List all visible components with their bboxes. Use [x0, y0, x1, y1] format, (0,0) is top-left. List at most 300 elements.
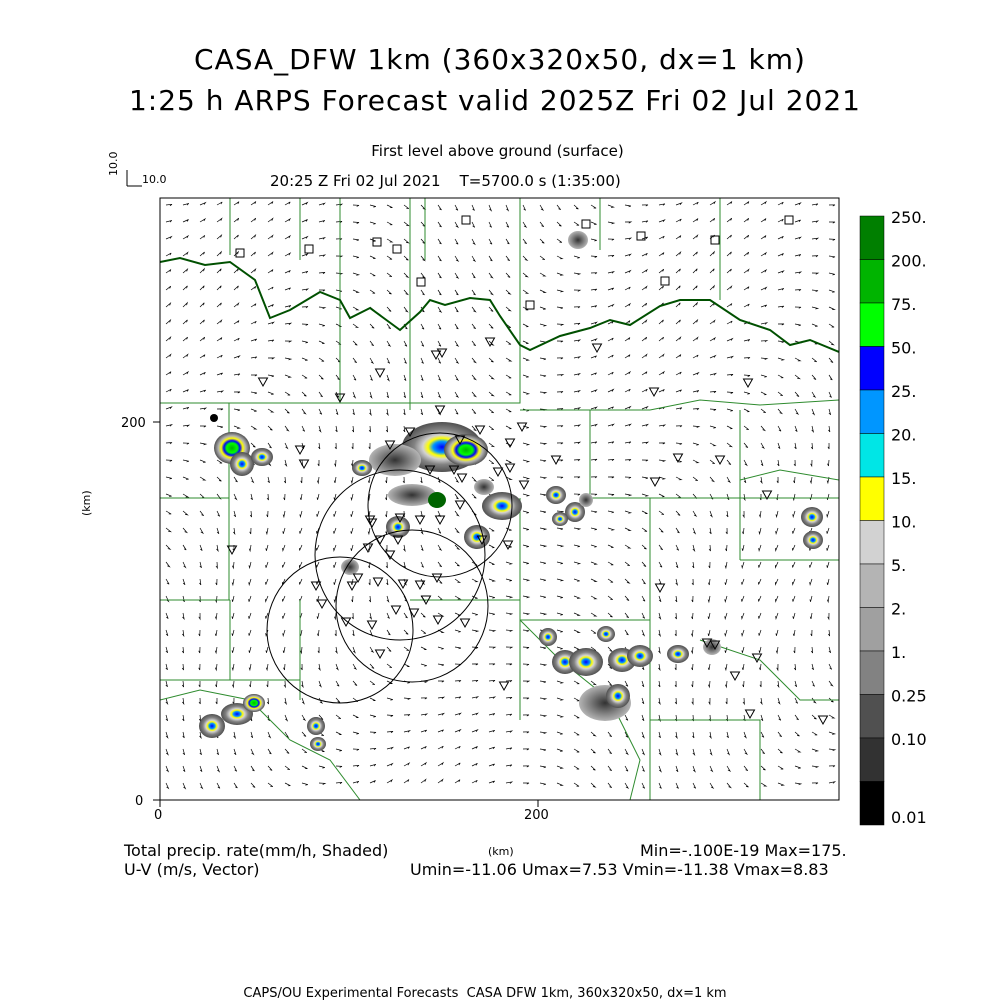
wind-vector — [659, 320, 663, 324]
wind-vector — [166, 783, 169, 788]
wind-vector — [523, 222, 526, 227]
wind-vector — [336, 782, 342, 784]
wind-vector — [182, 681, 184, 687]
wind-vector — [608, 477, 614, 478]
wind-vector — [812, 375, 816, 380]
wind-vector — [232, 613, 234, 619]
wind-vector — [591, 630, 596, 633]
wind-vector — [608, 494, 614, 496]
legend-swatch — [860, 608, 884, 652]
wind-vector — [334, 511, 336, 517]
wind-vector — [166, 372, 171, 375]
wind-vector — [353, 715, 358, 718]
wind-vector — [404, 273, 408, 277]
wind-vector — [523, 715, 529, 716]
wind-vector — [183, 320, 187, 324]
wind-vector — [336, 375, 340, 380]
wind-vector — [251, 375, 257, 376]
wind-vector — [285, 715, 287, 721]
wind-vector — [234, 494, 237, 499]
wind-vector — [676, 203, 682, 205]
wind-vector — [625, 511, 631, 513]
wind-vector — [591, 596, 596, 599]
wind-vector — [234, 511, 236, 517]
wind-vector — [557, 392, 563, 393]
wind-vector — [199, 596, 200, 602]
wind-vector — [625, 205, 631, 207]
wind-vector — [285, 392, 290, 395]
wind-vector — [761, 426, 765, 431]
wind-vector — [404, 409, 406, 415]
wind-vector — [642, 303, 647, 307]
wind-vector — [200, 320, 204, 324]
wind-vector — [625, 222, 631, 223]
station-triangle — [593, 344, 602, 352]
wind-vector — [557, 579, 563, 581]
wind-vector — [166, 664, 168, 670]
wind-vector — [625, 766, 628, 771]
wind-vector — [506, 630, 512, 632]
wind-vector — [404, 205, 409, 209]
wind-vector — [811, 630, 812, 636]
wind-vector — [353, 732, 359, 734]
wind-vector — [540, 715, 546, 717]
wind-vector — [557, 358, 563, 359]
wind-vector — [557, 528, 563, 530]
wind-vector — [693, 337, 698, 341]
wind-vector — [370, 341, 374, 346]
wind-vector — [421, 324, 424, 329]
wind-vector — [523, 545, 529, 547]
wind-vector — [692, 681, 693, 687]
legend-swatch — [860, 390, 884, 434]
wind-vector — [387, 579, 389, 585]
wind-vector — [778, 324, 784, 325]
wind-vector — [489, 358, 494, 362]
wind-vector — [761, 392, 766, 395]
wind-vector — [540, 647, 546, 649]
wind-vector — [370, 732, 376, 733]
wind-vector — [608, 562, 613, 565]
wind-vector — [438, 290, 441, 295]
wind-vector — [523, 749, 529, 750]
wind-vector — [557, 613, 563, 615]
wind-vector — [608, 321, 613, 324]
wind-vector — [438, 222, 442, 227]
wind-vector — [421, 613, 425, 617]
wind-vector — [761, 202, 766, 205]
wind-vector — [744, 749, 747, 754]
wind-vector — [489, 747, 495, 749]
wind-vector — [557, 205, 561, 210]
wind-vector — [758, 579, 761, 585]
wind-vector — [285, 783, 290, 786]
wind-vector — [523, 681, 529, 682]
wind-vector — [795, 324, 801, 326]
wind-vector — [249, 630, 251, 636]
wind-vector — [472, 392, 476, 397]
wind-vector — [692, 562, 694, 568]
wind-vector — [710, 320, 715, 324]
wind-vector — [642, 630, 644, 636]
wind-vector — [183, 269, 188, 273]
wind-vector — [301, 477, 302, 483]
wind-vector — [299, 579, 302, 585]
wind-vector — [403, 477, 404, 483]
wind-vector — [727, 443, 732, 447]
wind-vector — [268, 443, 272, 448]
wind-vector — [625, 254, 631, 256]
wind-vector — [251, 732, 253, 738]
wind-vector — [659, 732, 661, 738]
wind-vector — [183, 545, 186, 550]
wind-vector — [727, 477, 730, 482]
wind-vector — [200, 337, 205, 341]
wind-vector — [489, 697, 495, 699]
wind-vector — [625, 783, 628, 788]
wind-vector — [778, 460, 780, 466]
wind-vector — [659, 613, 661, 619]
wind-vector — [506, 613, 512, 615]
wind-vector — [183, 579, 185, 585]
legend-level-label: 0.25 — [891, 686, 927, 706]
wind-vector — [351, 477, 353, 483]
wind-vector — [625, 562, 630, 566]
wind-vector — [693, 749, 695, 755]
wind-vector — [523, 239, 527, 244]
wind-vector — [676, 390, 682, 392]
wind-vector — [285, 253, 290, 256]
wind-vector — [234, 286, 238, 290]
wind-vector — [523, 358, 529, 361]
wind-vector — [267, 511, 268, 517]
wind-vector — [523, 528, 529, 530]
wind-vector — [455, 375, 458, 380]
wind-vector — [540, 681, 546, 683]
wind-vector — [761, 460, 763, 466]
wind-vector — [199, 664, 200, 670]
wind-vector — [370, 613, 372, 619]
wind-vector — [200, 269, 204, 273]
wind-vector — [217, 766, 219, 772]
wind-vector — [795, 443, 797, 449]
wind-vector — [217, 235, 222, 239]
wind-vector — [166, 596, 169, 601]
wind-vector — [827, 579, 829, 585]
wind-vector — [386, 562, 387, 568]
red-river — [160, 258, 839, 352]
wind-vector — [266, 545, 268, 551]
wind-vector — [778, 732, 782, 737]
wind-vector — [199, 698, 200, 704]
wind-vector — [793, 528, 796, 534]
wind-vector — [283, 630, 285, 636]
wind-vector — [472, 763, 477, 766]
wind-vector — [795, 783, 801, 785]
wind-vector — [710, 338, 715, 341]
wind-vector — [829, 239, 835, 240]
wind-vector — [827, 494, 829, 500]
wind-vector — [727, 304, 732, 308]
wind-vector — [642, 749, 644, 755]
wind-vector — [353, 222, 359, 224]
wind-vector — [540, 732, 546, 734]
wind-vector — [540, 307, 546, 309]
wind-vector — [778, 715, 781, 720]
wind-vector — [336, 681, 339, 686]
wind-vector — [759, 562, 762, 568]
wind-vector — [523, 630, 529, 632]
wind-vector — [438, 528, 441, 533]
wind-vector — [336, 273, 342, 275]
wind-vector — [557, 562, 563, 564]
wind-vector — [183, 407, 189, 409]
wind-vector — [166, 237, 172, 239]
wind-vector — [421, 392, 423, 398]
wind-vector — [455, 324, 458, 329]
wind-vector — [557, 630, 563, 632]
wind-vector — [676, 269, 680, 273]
wind-vector — [829, 647, 831, 653]
wind-vector — [353, 664, 356, 669]
wind-vector — [742, 562, 744, 568]
wind-vector — [353, 324, 358, 328]
wind-vector — [166, 766, 168, 772]
wind-vector — [250, 681, 252, 687]
wind-vector — [387, 239, 392, 242]
wind-vector — [386, 426, 387, 432]
wind-vector — [693, 545, 695, 551]
wind-vector — [693, 219, 698, 222]
wind-vector — [742, 664, 744, 670]
wind-vector — [268, 358, 274, 359]
wind-vector — [727, 252, 731, 256]
wind-vector — [829, 782, 835, 784]
wind-vector — [386, 545, 387, 551]
wind-vector — [540, 290, 546, 293]
wind-vector — [285, 698, 287, 704]
wind-vector — [829, 222, 835, 223]
wind-vector — [608, 372, 613, 375]
wind-vector — [608, 749, 612, 754]
wind-vector — [795, 681, 797, 687]
wind-vector — [829, 341, 834, 345]
wind-vector — [795, 203, 801, 205]
wind-vector — [319, 358, 324, 361]
wind-vector — [266, 528, 268, 534]
wind-vector — [540, 494, 546, 496]
wind-vector — [676, 236, 681, 239]
wind-vector — [404, 222, 409, 226]
wind-vector — [249, 664, 251, 670]
wind-vector — [540, 613, 546, 615]
station-triangle — [494, 468, 503, 476]
wind-vector — [268, 732, 270, 738]
wind-vector — [591, 511, 597, 513]
wind-vector — [234, 218, 239, 222]
wind-vector — [387, 324, 391, 329]
wind-vector — [625, 630, 628, 635]
wind-vector — [812, 392, 815, 397]
wind-vector — [506, 222, 509, 227]
wind-vector — [200, 783, 203, 788]
wind-vector — [489, 205, 491, 211]
wind-vector — [795, 426, 797, 432]
wind-vector — [693, 732, 695, 738]
wind-vector — [438, 392, 440, 398]
wind-vector — [540, 596, 546, 598]
wind-vector — [472, 205, 475, 211]
wind-vector — [506, 664, 512, 665]
station-square — [582, 220, 590, 228]
wind-vector — [232, 630, 234, 636]
wind-vector — [183, 425, 189, 427]
wind-vector — [266, 579, 269, 585]
wind-vector — [455, 730, 461, 732]
wind-vector — [744, 426, 749, 430]
wind-vector — [404, 256, 408, 260]
wind-vector — [744, 202, 749, 205]
wind-vector — [540, 256, 545, 260]
wind-vector — [217, 373, 223, 375]
wind-vector — [743, 681, 744, 687]
wind-vector — [472, 324, 476, 329]
wind-vector — [591, 477, 597, 478]
wind-vector — [183, 477, 189, 480]
wind-vector — [302, 307, 308, 308]
wind-vector — [183, 252, 188, 256]
wind-vector — [659, 647, 661, 653]
wind-vector — [608, 528, 614, 530]
wind-vector — [336, 324, 341, 327]
wind-vector — [726, 528, 727, 534]
wind-vector — [761, 443, 764, 448]
wind-vector — [591, 256, 597, 258]
wind-vector — [710, 373, 716, 375]
wind-vector — [285, 358, 291, 360]
wind-vector — [591, 356, 597, 358]
wind-vector — [540, 375, 546, 377]
wind-vector — [760, 698, 762, 704]
wind-vector — [489, 392, 494, 396]
wind-vector — [776, 511, 778, 517]
wind-vector — [200, 460, 206, 463]
wind-vector — [625, 545, 630, 548]
wind-vector — [438, 375, 441, 380]
wind-vector — [319, 392, 323, 397]
wind-vector — [642, 320, 647, 324]
wind-vector — [421, 630, 426, 633]
wind-vector — [318, 443, 320, 449]
wind-vector — [608, 255, 614, 256]
wind-vector — [489, 290, 493, 295]
wind-vector — [523, 664, 529, 665]
wind-vector — [625, 715, 628, 720]
wind-vector — [759, 511, 761, 517]
wind-vector — [540, 664, 546, 666]
wind-vector — [523, 766, 529, 767]
wind-vector — [455, 596, 460, 599]
legend-swatch — [860, 695, 884, 739]
wind-vector — [455, 341, 458, 346]
wind-vector — [727, 339, 733, 341]
wind-vector — [300, 528, 302, 534]
wind-vector — [710, 477, 714, 482]
wind-vector — [455, 780, 460, 783]
wind-vector — [200, 408, 206, 410]
station-triangle — [434, 616, 443, 624]
wind-vector — [370, 715, 376, 717]
wind-vector — [659, 236, 664, 239]
wind-vector — [183, 749, 185, 755]
wind-vector — [761, 270, 766, 273]
wind-vector — [251, 339, 257, 341]
wind-vector — [166, 204, 172, 206]
wind-vector — [266, 647, 268, 653]
wind-vector — [812, 324, 818, 327]
wind-vector — [693, 269, 697, 273]
wind-vector — [523, 579, 529, 581]
wind-vector — [234, 426, 240, 429]
wind-vector — [302, 392, 306, 396]
wind-vector — [778, 783, 784, 786]
wind-vector — [659, 389, 664, 392]
wind-vector — [352, 426, 353, 432]
wind-vector — [438, 562, 442, 567]
wind-vector — [574, 290, 580, 291]
wind-vector — [489, 528, 494, 531]
wind-vector — [301, 664, 302, 670]
wind-vector — [793, 494, 795, 500]
wind-vector — [557, 426, 563, 427]
wind-vector — [438, 324, 441, 329]
wind-vector — [302, 358, 308, 361]
wind-vector — [300, 494, 302, 500]
wind-vector — [574, 442, 580, 444]
wind-vector — [659, 766, 661, 772]
wind-vector — [794, 477, 796, 483]
wind-vector — [200, 528, 203, 533]
wind-vector — [708, 596, 710, 602]
wind-vector — [710, 356, 716, 358]
wind-vector — [455, 409, 458, 414]
wind-vector — [795, 749, 800, 752]
wind-vector — [761, 305, 767, 307]
wind-vector — [828, 630, 829, 636]
wind-vector — [506, 358, 511, 361]
wind-vector — [523, 494, 529, 496]
wind-vector — [743, 494, 745, 500]
wind-vector — [777, 681, 779, 687]
wind-vector — [506, 562, 512, 564]
wind-vector — [336, 698, 340, 703]
wind-vector — [421, 205, 425, 209]
wind-vector — [251, 235, 256, 239]
wind-vector — [166, 407, 172, 409]
wind-vector — [810, 562, 813, 568]
wind-vector — [608, 442, 614, 444]
wind-vector — [182, 630, 184, 636]
wind-vector — [812, 766, 818, 768]
wind-vector — [421, 763, 426, 766]
station-triangle — [504, 541, 513, 549]
wind-vector — [455, 222, 458, 227]
legend-swatch — [860, 738, 884, 782]
wind-vector — [659, 494, 664, 497]
wind-vector — [404, 375, 406, 381]
wind-vector — [812, 204, 818, 206]
wind-vector — [812, 221, 818, 223]
